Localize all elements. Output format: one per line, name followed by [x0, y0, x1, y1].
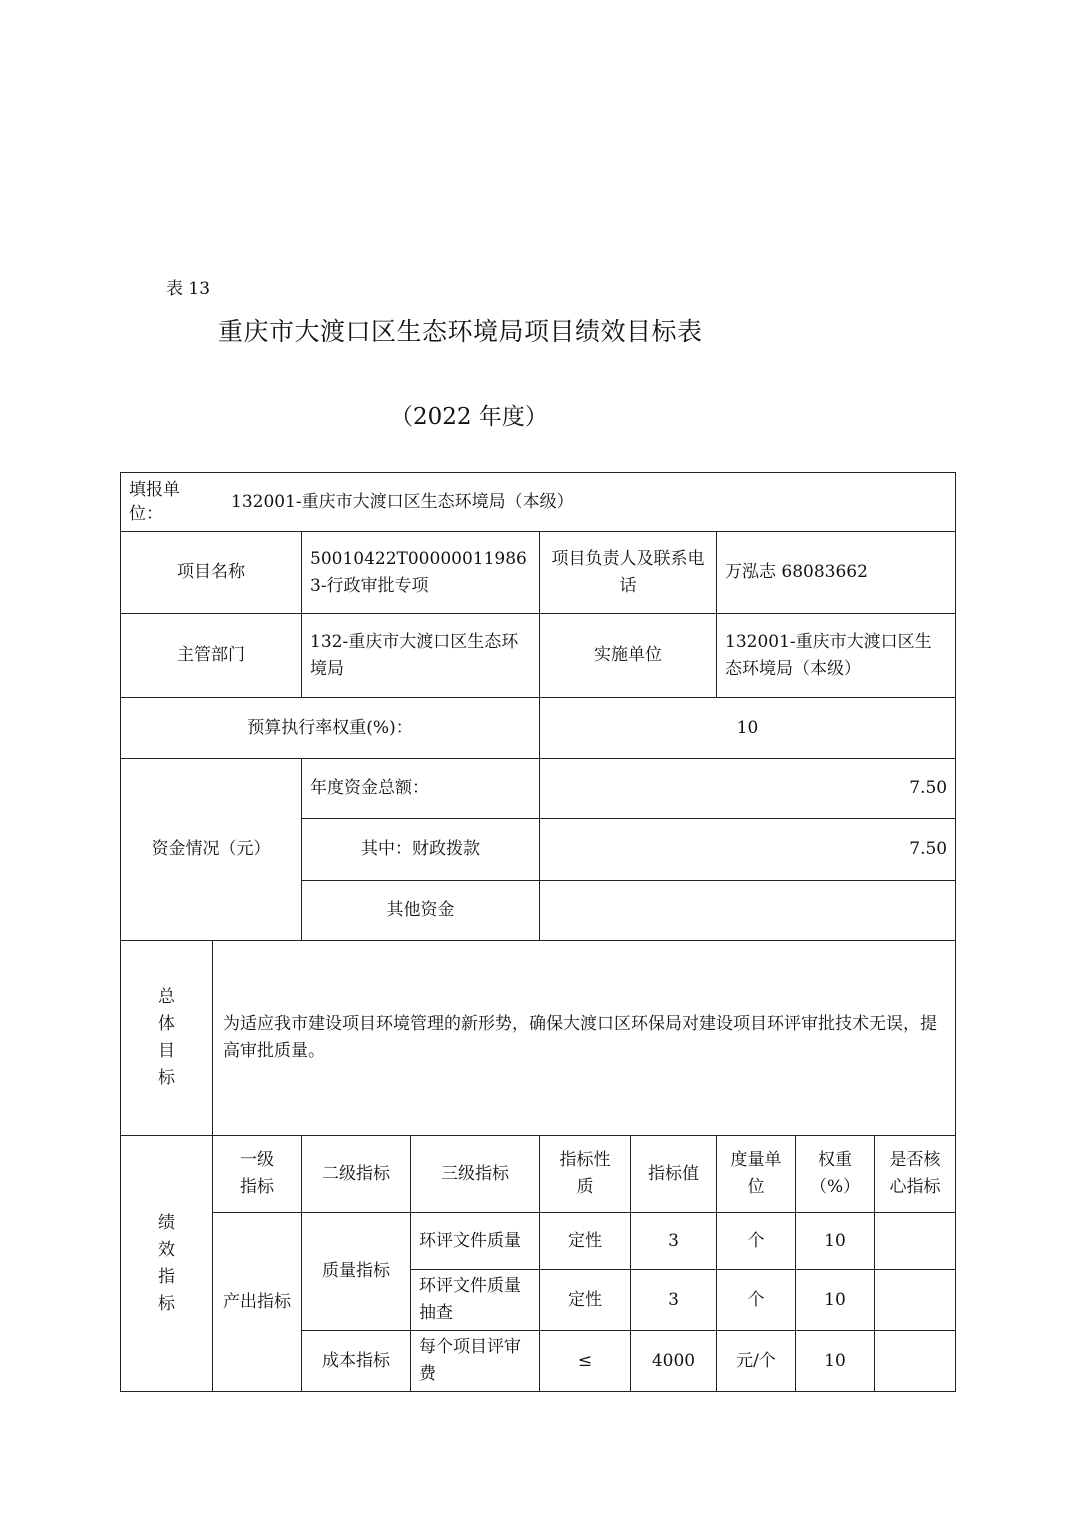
reporting-unit-value: 132001-重庆市大渡口区生态环境局（本级）: [231, 491, 574, 512]
supervising-dept-value: 132-重庆市大渡口区生态环境局: [302, 614, 540, 698]
funds-total-value: 7.50: [540, 759, 956, 819]
indicator-core: [875, 1213, 956, 1270]
fiscal-year: （2022 年度）: [390, 404, 548, 430]
funds-total-row: [121, 759, 956, 819]
performance-target-table: [120, 472, 956, 1392]
funds-label: 资金情况（元）: [121, 759, 302, 941]
performance-indicators-label: 绩 效 指 标: [121, 1136, 213, 1392]
indicator-header-row: [121, 1136, 956, 1213]
project-leader-value: 万泓志 68083662: [717, 532, 956, 614]
indicator-nature: 定性: [540, 1213, 631, 1270]
level2-quality: 质量指标: [302, 1213, 411, 1331]
funds-fiscal-value: 7.50: [540, 819, 956, 881]
indicator-weight: 10: [796, 1331, 875, 1392]
implementing-unit-label: 实施单位: [540, 614, 717, 698]
table-row: [121, 1213, 956, 1270]
header-core: 是否核心指标: [875, 1136, 956, 1213]
overall-goal-row: [121, 941, 956, 1136]
indicator-value: 4000: [631, 1331, 717, 1392]
level3-indicator: 环评文件质量抽查: [411, 1270, 540, 1331]
funds-total-label: 年度资金总额：: [302, 759, 540, 819]
funds-other-value: [540, 881, 956, 941]
project-name-value: 50010422T000000119863-行政审批专项: [302, 532, 540, 614]
project-name-label: 项目名称: [121, 532, 302, 614]
reporting-unit-row: [121, 473, 956, 532]
indicator-value: 3: [631, 1213, 717, 1270]
header-level2: 二级指标: [302, 1136, 411, 1213]
project-leader-label: 项目负责人及联系电话: [540, 532, 717, 614]
header-unit: 度量单位: [717, 1136, 796, 1213]
department-row: [121, 614, 956, 698]
indicator-unit: 元/个: [717, 1331, 796, 1392]
table-number: 表 13: [166, 279, 211, 299]
header-level3: 三级指标: [411, 1136, 540, 1213]
indicator-nature: 定性: [540, 1270, 631, 1331]
budget-rate-label: 预算执行率权重(%)：: [121, 698, 540, 759]
header-weight: 权重（%）: [796, 1136, 875, 1213]
indicator-core: [875, 1331, 956, 1392]
indicator-core: [875, 1270, 956, 1331]
indicator-unit: 个: [717, 1213, 796, 1270]
header-value: 指标值: [631, 1136, 717, 1213]
implementing-unit-value: 132001-重庆市大渡口区生态环境局（本级）: [717, 614, 956, 698]
indicator-nature: ≤: [540, 1331, 631, 1392]
overall-goal-text: 为适应我市建设项目环境管理的新形势，确保大渡口区环保局对建设项目环评审批技术无误，提高审批质量。: [213, 941, 956, 1136]
funds-other-label: 其他资金: [302, 881, 540, 941]
header-level1: 一级指标: [213, 1136, 302, 1213]
indicator-weight: 10: [796, 1213, 875, 1270]
project-name-row: [121, 532, 956, 614]
budget-rate-value: 10: [540, 698, 956, 759]
indicator-value: 3: [631, 1270, 717, 1331]
level3-indicator: 环评文件质量: [411, 1213, 540, 1270]
level3-indicator: 每个项目评审费: [411, 1331, 540, 1392]
supervising-dept-label: 主管部门: [121, 614, 302, 698]
level2-cost: 成本指标: [302, 1331, 411, 1392]
budget-rate-row: [121, 698, 956, 759]
indicator-weight: 10: [796, 1270, 875, 1331]
funds-fiscal-label: 其中：财政拨款: [302, 819, 540, 881]
header-nature: 指标性质: [540, 1136, 631, 1213]
overall-goal-label: 总 体 目 标: [121, 941, 213, 1136]
page-title: 重庆市大渡口区生态环境局项目绩效目标表: [218, 317, 703, 346]
indicator-unit: 个: [717, 1270, 796, 1331]
reporting-unit-label: 填报单位：: [129, 480, 180, 524]
level1-indicator: 产出指标: [213, 1213, 302, 1392]
